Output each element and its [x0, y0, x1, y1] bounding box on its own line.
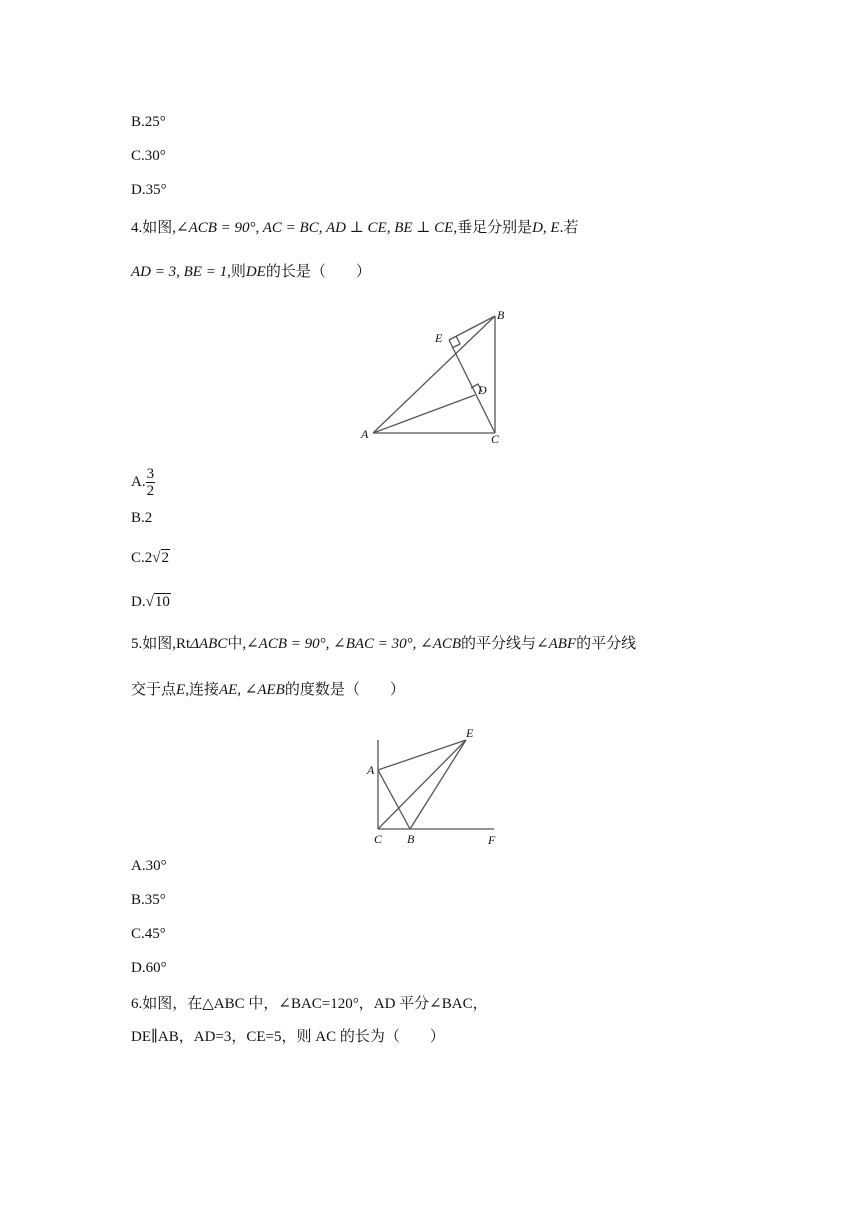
q4-option-d: D.√10	[131, 594, 170, 610]
q3-option-b: B.25°	[131, 114, 166, 130]
q4-conditions: ∠ACB = 90°, AC = BC, AD ⊥ CE, BE ⊥ CE	[176, 220, 454, 236]
q4-segment-ce	[449, 340, 495, 433]
q4-stem-line1: 4.如图,∠ACB = 90°, AC = BC, AD ⊥ CE, BE ⊥ CE,垂足分别是D, E.若	[131, 220, 579, 236]
q5-conditions: ∠ACB = 90°, ∠BAC = 30°, ∠ACB	[246, 636, 462, 652]
q5-number: 5.	[131, 636, 143, 652]
q5-label-c: C	[374, 832, 383, 846]
q4-label-d: D	[478, 383, 487, 397]
q5-option-c: C.45°	[131, 926, 166, 942]
q4-segment-ab	[373, 316, 495, 433]
q5-figure	[360, 712, 510, 850]
q4-label-c: C	[491, 432, 500, 446]
q4-segment-ad	[373, 395, 475, 433]
q4-option-c-radical: √2	[152, 550, 169, 566]
q5-stem-line1: 5.如图,RtΔABC中,∠ACB = 90°, ∠BAC = 30°, ∠ACB的平分线与∠ABF的平分线	[131, 636, 637, 652]
q5-option-a: A.30°	[131, 858, 167, 874]
q5-label-a: A	[367, 763, 375, 777]
q4-option-c: C.2√2	[131, 550, 169, 566]
q4-label-b: B	[497, 308, 505, 322]
q6-stem-line2: DE∥AB，AD=3，CE=5，则 AC 的长为（ ）	[131, 1029, 445, 1045]
q4-option-b: B.2	[131, 510, 153, 526]
q3-option-d: D.35°	[131, 182, 167, 198]
q6-stem-line1: 6.如图，在△ABC 中，∠BAC=120°，AD 平分∠BAC，	[131, 996, 488, 1012]
q5-option-d: D.60°	[131, 960, 167, 976]
q4-option-d-radical: √10	[145, 594, 170, 610]
q3-option-c: C.30°	[131, 148, 166, 164]
q5-label-f: F	[488, 833, 496, 847]
q4-label-e: E	[435, 331, 443, 345]
q4-option-a: A. $\frac{3}{2}$	[131, 466, 155, 499]
q4-number: 4.	[131, 220, 143, 236]
q5-segment-ce	[378, 740, 466, 829]
q5-segment-be	[410, 740, 466, 829]
q5-option-b: B.35°	[131, 892, 166, 908]
q5-label-e: E	[466, 726, 474, 740]
q4-figure	[325, 302, 535, 450]
q5-label-b: B	[407, 832, 415, 846]
q4-label-a: A	[361, 427, 369, 441]
q5-segment-ab	[378, 770, 410, 829]
q4-given-values: AD = 3, BE = 1	[131, 264, 228, 280]
q4-option-a-fraction: $\frac{3}{2}$	[146, 466, 155, 499]
q4-stem-line2: AD = 3, BE = 1,则DE的长是（ ）	[131, 264, 371, 280]
q5-segment-ae	[378, 740, 466, 770]
q5-stem-line2: 交于点E,连接AE, ∠AEB的度数是（ ）	[131, 682, 405, 698]
